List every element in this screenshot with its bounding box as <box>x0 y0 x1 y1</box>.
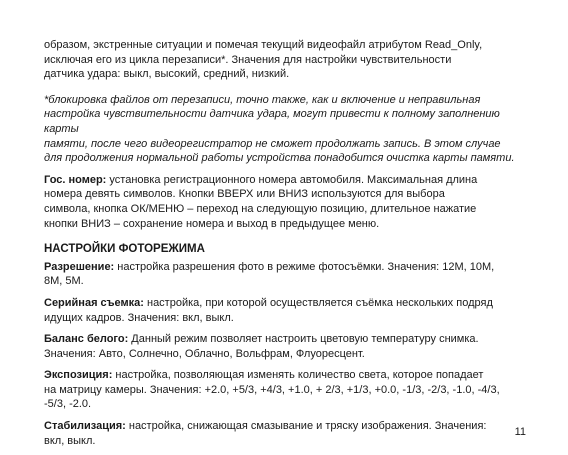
burst-paragraph <box>44 296 532 325</box>
intro-line-1: образом, экстренные ситуации и помечая текущий видеофайл атрибутом Read_Only, <box>44 39 483 51</box>
exposure-term: Экспозиция: <box>44 369 113 382</box>
plate-line-2: номера девять символов. Кнопки ВВЕРХ или ВНИЗ используются для выбора <box>44 188 445 201</box>
exposure-line-3: -5/3, -2.0. <box>44 398 92 411</box>
stabilization-term: Стабилизация: <box>44 420 126 433</box>
intro-line-3: датчика удара: выкл, высокий, средний, низкий. <box>44 68 290 81</box>
plate-number-paragraph <box>44 173 532 231</box>
exposure-line-1: настройка, позволяющая изменять количество света, которое попадает <box>112 369 484 382</box>
intro-line-2: исключая его из цикла перезаписи*. Значения для настройки чувствительности <box>44 53 452 66</box>
resolution-paragraph <box>44 260 532 289</box>
resolution-term: Разрешение: <box>44 260 115 273</box>
page-number: 11 <box>514 426 526 438</box>
section-heading: НАСТРОЙКИ ФОТОРЕЖИМА <box>44 243 205 256</box>
burst-line-2: идущих кадров. Значения: вкл, выкл. <box>44 311 234 324</box>
stabilization-line-2: вкл, выкл. <box>44 434 96 447</box>
burst-term: Серийная съемка: <box>44 296 144 309</box>
note-line-1: *блокировка файлов от перезаписи, точно также, как и включение и неправильная <box>44 93 481 106</box>
stabilization-paragraph <box>44 419 532 448</box>
plate-line-3: символа, кнопка ОК/МЕНЮ – переход на следующую позицию, длительное нажатие <box>44 202 477 215</box>
white-balance-line-2: Значения: Авто, Солнечно, Облачно, Вольфрам, Флуоресцент. <box>44 347 365 360</box>
exposure-line-2: на матрицу камеры. Значения: +2.0, +5/3, +4/3, +1.0, + 2/3, +1/3, +0.0, -1/3, -2/3, -1.0, -4/3, <box>44 383 500 396</box>
plate-number-term: Гос. номер: <box>44 173 107 186</box>
intro-paragraph <box>44 38 532 82</box>
plate-line-1: установка регистрационного номера автомобиля. Максимальная длина <box>106 173 478 186</box>
stabilization-line-1: настройка, снижающая смазывание и тряску изображения. Значения: <box>125 420 487 433</box>
white-balance-term: Баланс белого: <box>44 333 129 346</box>
note-line-4: для продолжения нормальной работы устройства понадобится очистка карты памяти. <box>44 152 515 165</box>
white-balance-paragraph <box>44 332 532 361</box>
burst-line-1: настройка, при которой осуществляется съёмка нескольких подряд <box>143 296 493 309</box>
white-balance-line-1: Данный режим позволяет настроить цветовую температуру снимка. <box>128 333 479 346</box>
plate-line-4: кнопки ВНИЗ – сохранение номера и выход в предыдущее меню. <box>44 217 380 230</box>
overwrite-note <box>44 93 532 166</box>
note-line-3: памяти, после чего видеорегистратор не сможет продолжать запись. В этом случае <box>44 137 501 150</box>
page-content <box>44 38 532 448</box>
resolution-line-1: настройка разрешения фото в режиме фотосъёмки. Значения: 12M, 10M, <box>114 260 495 273</box>
note-line-2: настройка чувствительности датчика удара, могут привести к полному заполнению карты <box>44 108 500 135</box>
exposure-paragraph <box>44 368 532 412</box>
resolution-line-2: 8M, 5M. <box>44 275 84 288</box>
